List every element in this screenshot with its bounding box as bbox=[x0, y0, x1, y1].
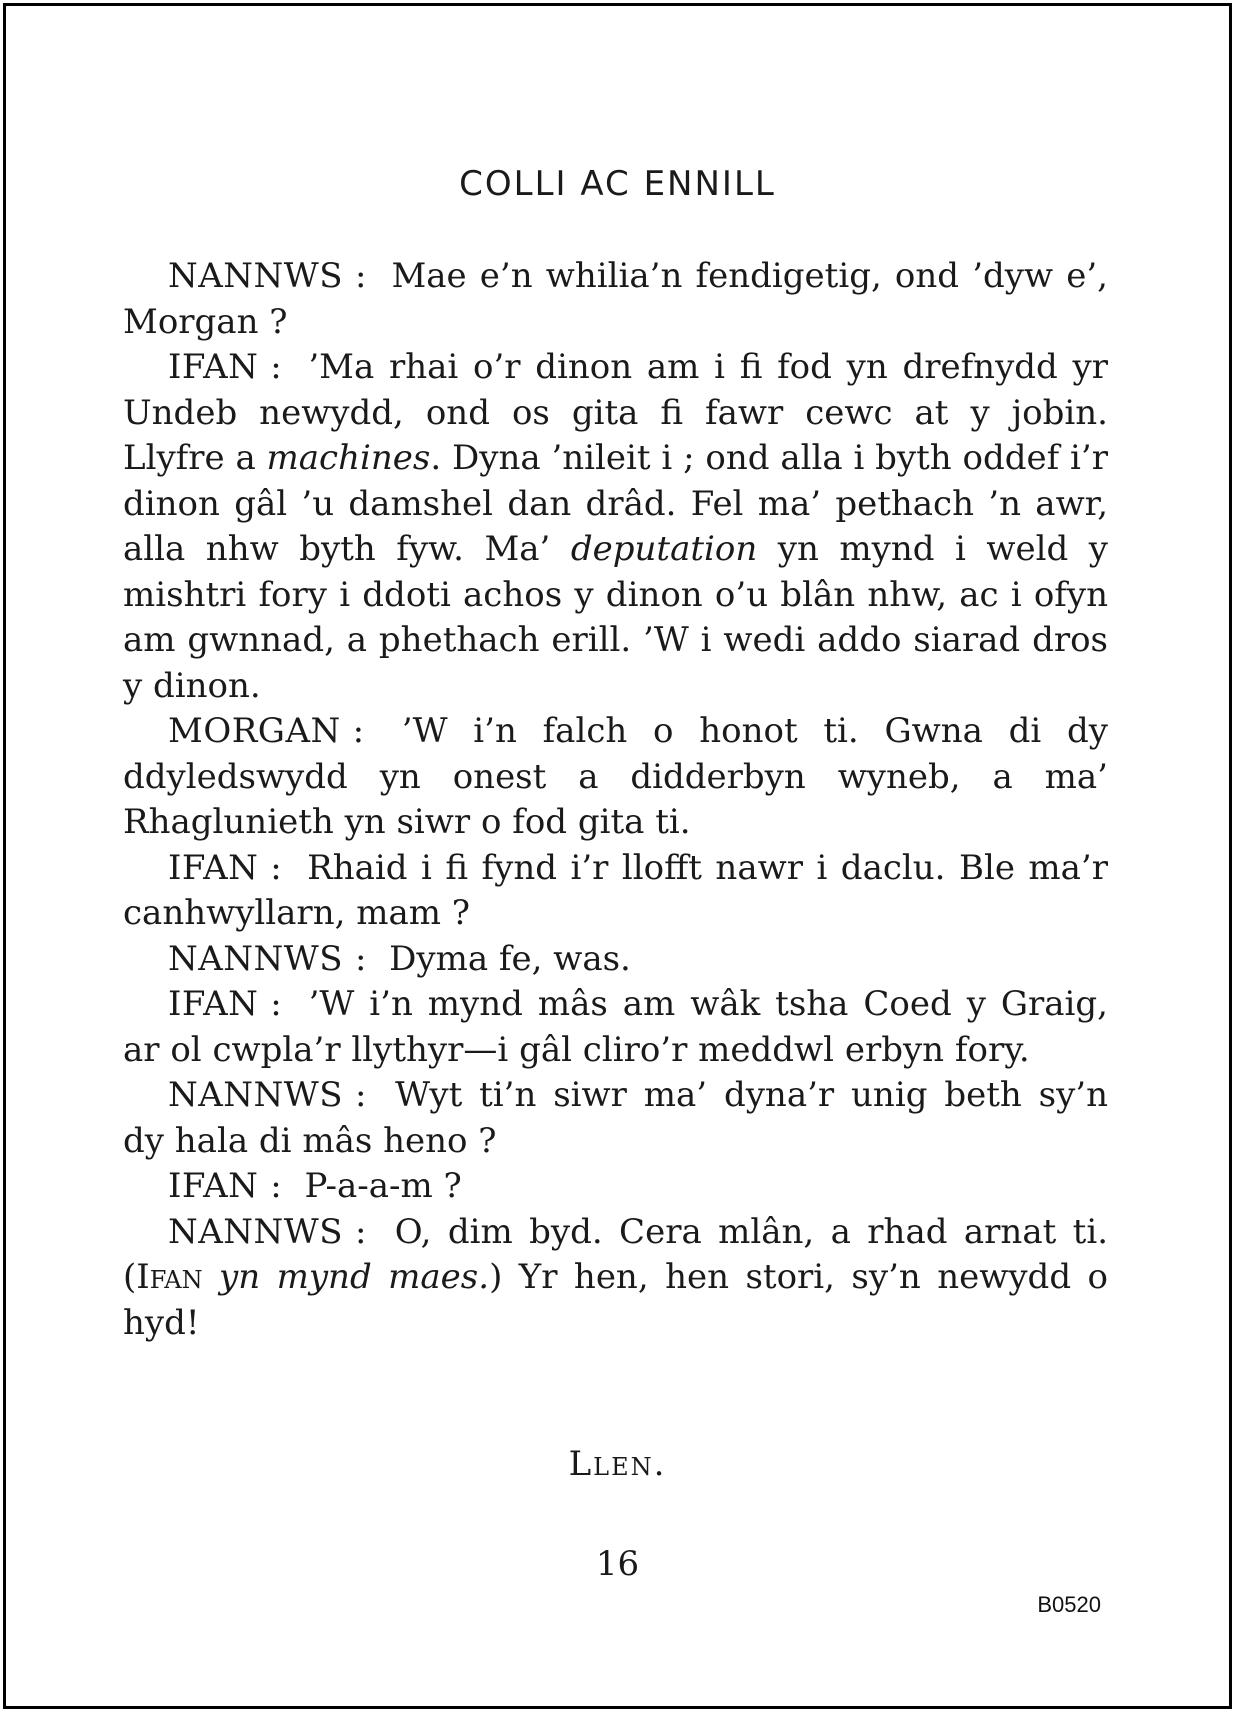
page-frame bbox=[3, 3, 1232, 1709]
speaker-name: NANNWS bbox=[168, 938, 344, 979]
dialogue-paragraph: NANNWS : Wyt ti’n siwr ma’ dyna’r unig beth sy’n dy hala di mâs heno ? bbox=[123, 1075, 1108, 1161]
dialogue-body bbox=[123, 254, 1108, 1346]
italic-word: deputation bbox=[570, 529, 758, 569]
speaker-name: NANNWS bbox=[168, 256, 344, 296]
dialogue-paragraph: IFAN : Rhaid i fi fynd i’r llofft nawr i daclu. Ble ma’r canhwyllarn, mam ? bbox=[123, 847, 1108, 933]
dialogue-paragraph: MORGAN : ’W i’n falch o honot ti. Gwna di dy ddyledswydd yn onest a didderbyn wyneb, a ma’ Rhaglunieth yn siwr o fod gita ti. bbox=[123, 711, 1108, 842]
dialogue-paragraph: NANNWS : Dyma fe, was. bbox=[168, 938, 631, 979]
italic-word: machines bbox=[266, 438, 431, 478]
stage-direction-name: Ifan bbox=[136, 1257, 203, 1297]
dialogue-paragraph: IFAN : P-a-a-m ? bbox=[168, 1166, 462, 1206]
dialogue-line: Rhaid i fi fynd i’r llofft nawr i daclu. Ble ma’r canhwyllarn, mam ? bbox=[123, 847, 1108, 933]
page-number: 16 bbox=[595, 1544, 640, 1584]
dialogue-line: ’W i’n mynd mâs am wâk tsha Coed y Graig, ar ol cwpla’r llythyr—i gâl cliro’r meddwl erbyn fory. bbox=[123, 984, 1108, 1070]
dialogue-line: yn mynd i weld y mishtri fory i ddoti achos y dinon o’u blân nhw, ac i ofyn am gwnnad, a phethach erill. ’W i wedi addo siarad dros y dinon. bbox=[123, 529, 1108, 706]
speaker-name: IFAN bbox=[168, 847, 259, 888]
speaker-name: IFAN bbox=[168, 1166, 259, 1206]
author-signature: Llen. bbox=[568, 1444, 667, 1484]
dialogue-line: ’Ma rhai o’r dinon am i fi fod yn drefnydd yr Undeb newydd, ond os gita fi fawr cewc at y jobin. Llyfre a bbox=[123, 347, 1108, 478]
dialogue-paragraph: IFAN : ’Ma rhai o’r dinon am i fi fod yn drefnydd yr Undeb newydd, ond os gita fi fawr cewc at y jobin. Llyfre a machines. Dyna ’nileit i ; ond alla i byth oddef i’r dinon gâl ’u damshel dan drâd. Fel ma’ pethach ’n awr, alla nhw byth fyw. Ma’ deputation yn mynd i weld y mishtri fory i ddoti achos y dinon o’u blân nhw, ac i ofyn am gwnnad, a phethach erill. ’W i wedi addo siarad dros y dinon. bbox=[123, 347, 1108, 706]
dialogue-paragraph: NANNWS : O, dim byd. Cera mlân, a rhad arnat ti. (Ifan yn mynd maes.) Yr hen, hen stori, sy’n newydd o hyd! bbox=[123, 1211, 1109, 1343]
dialogue-paragraph: IFAN : ’W i’n mynd mâs am wâk tsha Coed y Graig, ar ol cwpla’r llythyr—i gâl cliro’r meddwl erbyn fory. bbox=[123, 984, 1108, 1070]
archive-code: B0520 bbox=[1037, 1592, 1101, 1617]
page-title: COLLI AC ENNILL bbox=[459, 164, 776, 204]
dialogue-line: ) Yr hen, hen stori, sy’n newydd o hyd! bbox=[123, 1257, 1108, 1343]
speaker-name: NANNWS bbox=[168, 1211, 344, 1252]
stage-direction: yn mynd maes. bbox=[202, 1257, 490, 1297]
dialogue-line: Wyt ti’n siwr ma’ dyna’r unig beth sy’n dy hala di mâs heno ? bbox=[123, 1075, 1108, 1161]
dialogue-line: O, dim byd. Cera mlân, a rhad arnat ti. ( bbox=[123, 1211, 1109, 1297]
dialogue-line: P-a-a-m ? bbox=[304, 1166, 462, 1206]
speaker-name: MORGAN bbox=[168, 711, 341, 751]
dialogue-paragraph: NANNWS : Mae e’n whilia’n fendigetig, ond ’dyw e’, Morgan ? bbox=[123, 256, 1108, 342]
dialogue-line: ’W i’n falch o honot ti. Gwna di dy ddyledswydd yn onest a didderbyn wyneb, a ma’ Rhaglunieth yn siwr o fod gita ti. bbox=[123, 711, 1108, 842]
dialogue-line: Dyma fe, was. bbox=[389, 938, 631, 979]
speaker-name: NANNWS bbox=[168, 1075, 344, 1115]
dialogue-line: . Dyna ’nileit i ; ond alla i byth oddef i’r dinon gâl ’u damshel dan drâd. Fel ma’ pethach ’n awr, alla nhw byth fyw. Ma’ bbox=[123, 438, 1108, 569]
dialogue-line: Mae e’n whilia’n fendigetig, ond ’dyw e’, Morgan ? bbox=[123, 256, 1108, 342]
speaker-name: IFAN bbox=[168, 984, 259, 1024]
speaker-name: IFAN bbox=[168, 347, 259, 387]
